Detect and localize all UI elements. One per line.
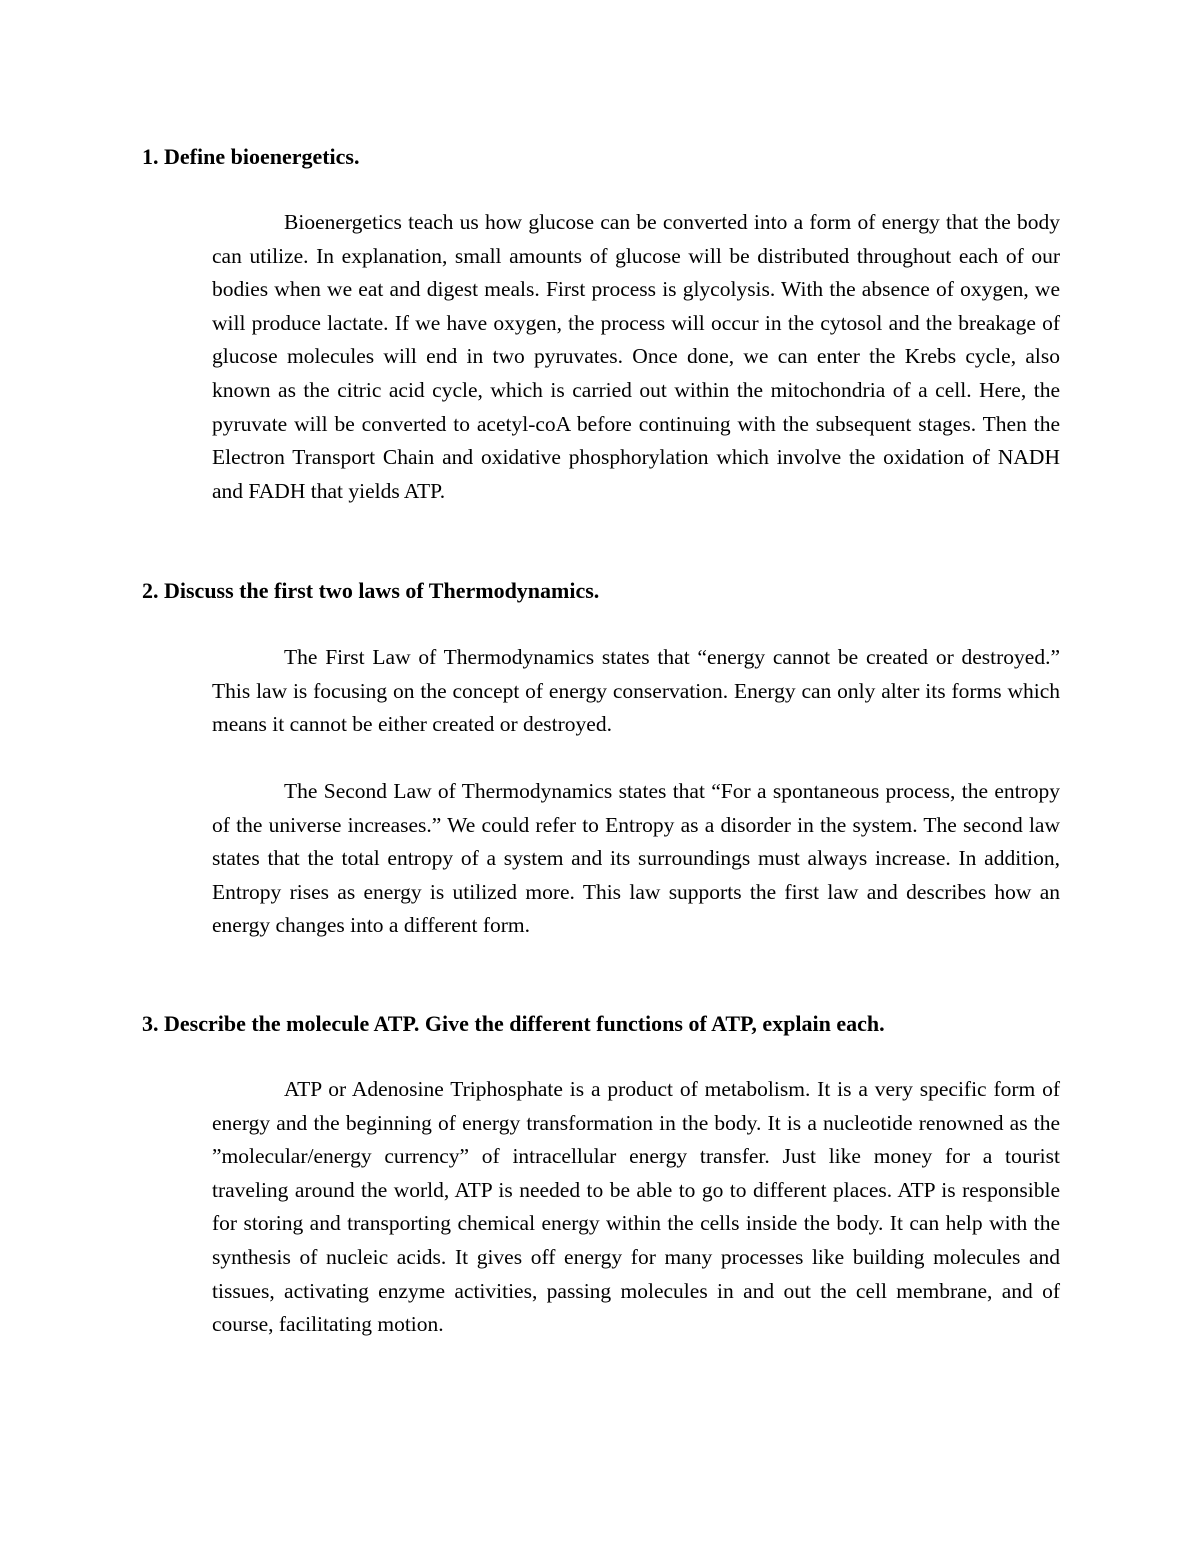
answer-1-paragraph: Bioenergetics teach us how glucose can be converted into a form of energy that the body can utilize. In explanation, small amounts of glucose will be distributed throughout each of our bodies when we eat and digest meals. First process is glycolysis. With the absence of oxygen, we will produce lactate. If we have oxygen, the process will occur in the cytosol and the breakage of glucose molecules will end in two pyruvates. Once done, we can enter the Krebs cycle, also known as the citric acid cycle, which is carried out within the mitochondria of a cell. Here, the pyruvate will be converted to acetyl-coA before continuing with the subsequent stages. Then the Electron Transport Chain and oxidative phosphorylation which involve the oxidation of NADH and FADH that yields ATP.	[212, 210, 1060, 503]
answer-2-first-law-paragraph: The First Law of Thermodynamics states that “energy cannot be created or destroyed.” This law is focusing on the concept of energy conservation. Energy can only alter its forms which means it cannot be either created or destroyed.	[212, 645, 1060, 737]
question-1-heading: 1. Define bioenergetics.	[142, 144, 360, 169]
answer-3-paragraph: ATP or Adenosine Triphosphate is a product of metabolism. It is a very specific form of energy and the beginning of energy transformation in the body. It is a nucleotide renowned as the ”molecular/energy currency” of intracellular energy transfer. Just like money for a tourist traveling around the world, ATP is needed to be able to go to different places. ATP is responsible for storing and transporting chemical energy within the cells inside the body. It can help with the synthesis of nucleic acids. It gives off energy for many processes like building molecules and tissues, activating enzyme activities, passing molecules in and out the cell membrane, and of course, facilitating motion.	[212, 1077, 1060, 1337]
question-2-heading: 2. Discuss the first two laws of Thermodynamics.	[142, 578, 600, 603]
question-3-heading: 3. Describe the molecule ATP. Give the different functions of ATP, explain each.	[142, 1011, 885, 1036]
answer-2-second-law-paragraph: The Second Law of Thermodynamics states that “For a spontaneous process, the entropy of the universe increases.” We could refer to Entropy as a disorder in the system. The second law states that the total entropy of a system and its surroundings must always increase. In addition, Entropy rises as energy is utilized more. This law supports the first law and describes how an energy changes into a different form.	[212, 779, 1060, 938]
